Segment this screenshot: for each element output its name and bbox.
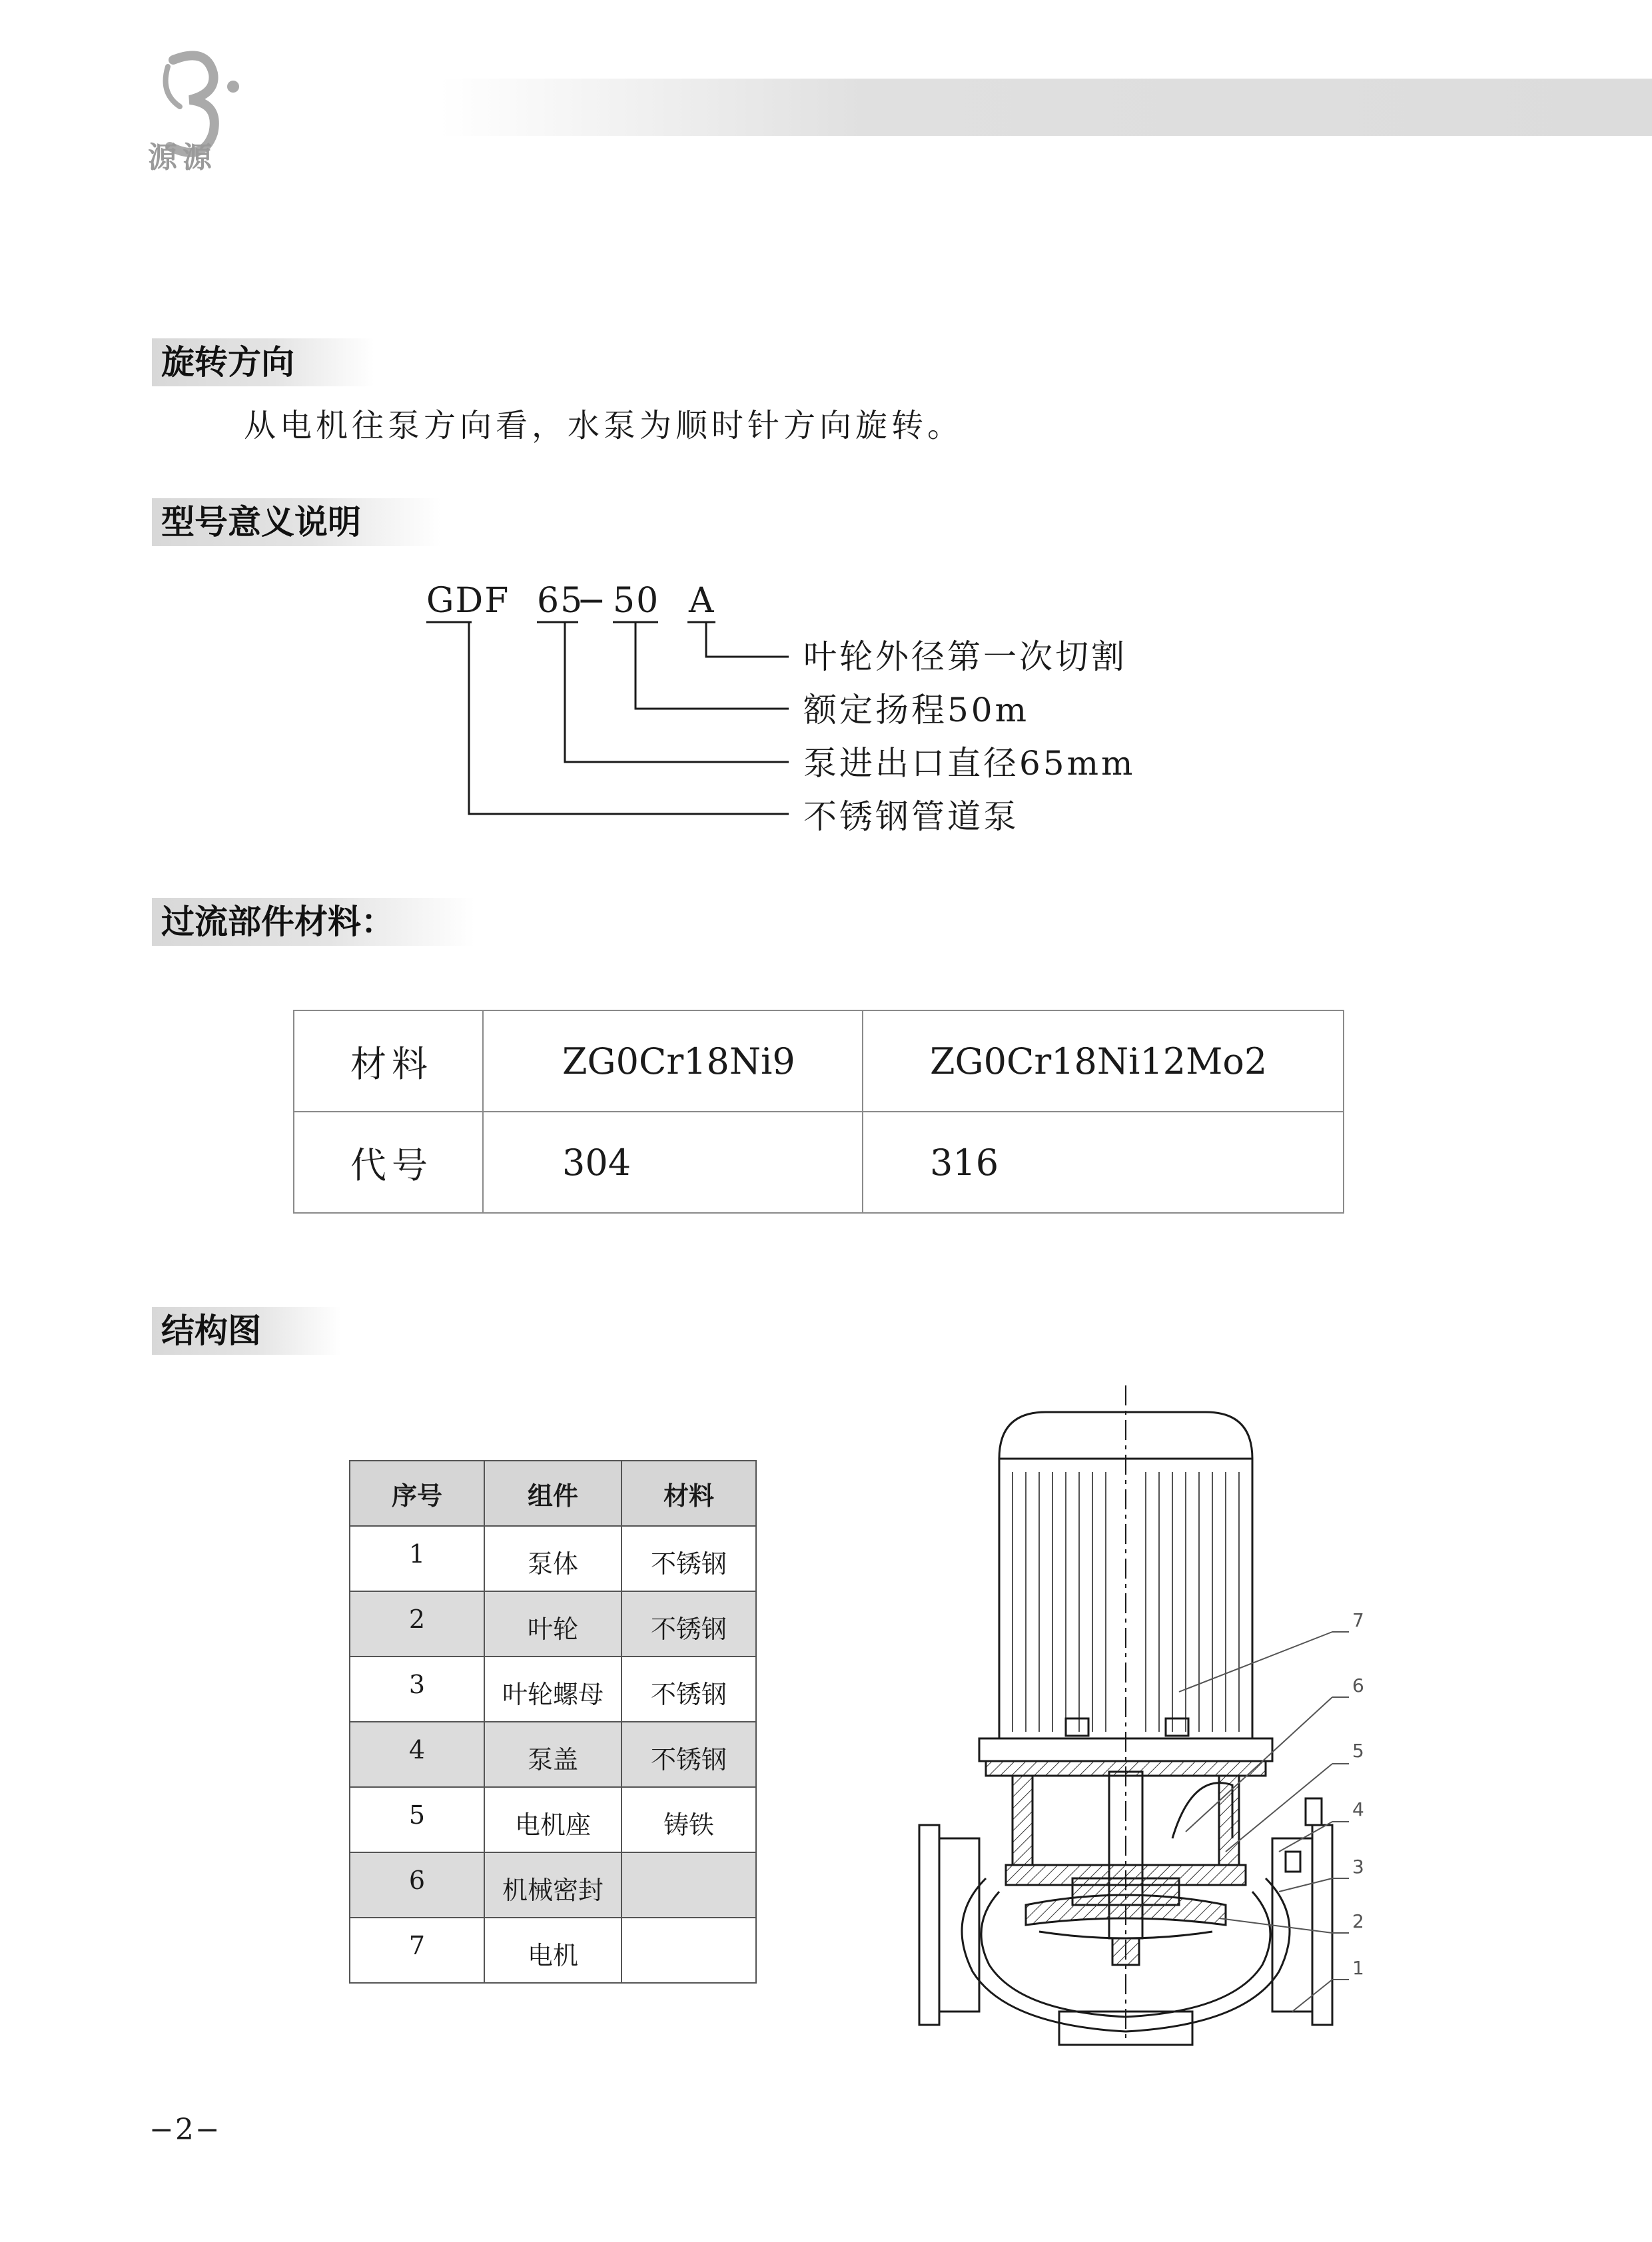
part-no: 2 — [350, 1591, 484, 1657]
structure-heading: 结构图 — [152, 1307, 341, 1355]
page-number: −2− — [149, 2113, 221, 2147]
parts-header-row — [350, 1461, 756, 1526]
materials-label: 材料 — [294, 1010, 483, 1112]
part-material: 不锈钢 — [621, 1722, 756, 1787]
pump-cross-section-diagram — [906, 1372, 1452, 2058]
part-material — [621, 1852, 756, 1918]
parts-header-material: 材料 — [621, 1461, 756, 1526]
materials-value-304: ZG0Cr18Ni9 — [483, 1010, 863, 1112]
callout-1: 1 — [1352, 1957, 1364, 1979]
part-material: 不锈钢 — [621, 1657, 756, 1722]
part-name: 叶轮 — [484, 1591, 621, 1657]
part-name: 泵盖 — [484, 1722, 621, 1787]
model-code-65: 65 — [537, 581, 584, 621]
materials-table — [293, 1010, 1344, 1214]
callout-3: 3 — [1352, 1856, 1364, 1878]
part-material: 不锈钢 — [621, 1526, 756, 1591]
callout-7: 7 — [1352, 1609, 1364, 1631]
model-code-leader-lines — [400, 619, 866, 833]
model-heading: 型号意义说明 — [152, 498, 441, 546]
callout-4: 4 — [1352, 1798, 1364, 1820]
part-no: 7 — [350, 1918, 484, 1983]
materials-row — [294, 1112, 1344, 1213]
model-code-50: 50 — [613, 581, 660, 621]
callout-2: 2 — [1352, 1910, 1364, 1932]
part-no: 5 — [350, 1787, 484, 1852]
part-material — [621, 1918, 756, 1983]
part-name: 机械密封 — [484, 1852, 621, 1918]
table-row — [350, 1591, 756, 1657]
model-desc-type: 不锈钢管道泵 — [803, 797, 1019, 836]
parts-header-part: 组件 — [484, 1461, 621, 1526]
table-row — [350, 1526, 756, 1591]
parts-header-no: 序号 — [350, 1461, 484, 1526]
model-desc-head: 额定扬程50m — [803, 691, 1030, 729]
part-no: 1 — [350, 1526, 484, 1591]
materials-code-304: 304 — [483, 1112, 863, 1213]
materials-code-316: 316 — [863, 1112, 1344, 1213]
model-desc-cut: 叶轮外径第一次切割 — [803, 637, 1127, 676]
header-band — [440, 79, 1652, 136]
logo-text: 源源 — [148, 141, 217, 175]
part-material: 不锈钢 — [621, 1591, 756, 1657]
table-row — [350, 1852, 756, 1918]
callout-5: 5 — [1352, 1740, 1364, 1762]
part-name: 电机座 — [484, 1787, 621, 1852]
materials-row — [294, 1010, 1344, 1112]
table-row — [350, 1722, 756, 1787]
model-code-gdf: GDF — [426, 581, 510, 621]
table-row — [350, 1918, 756, 1983]
materials-label: 代号 — [294, 1112, 483, 1213]
callout-6: 6 — [1352, 1675, 1364, 1696]
parts-table — [349, 1460, 757, 1984]
part-name: 泵体 — [484, 1526, 621, 1591]
part-no: 6 — [350, 1852, 484, 1918]
part-no: 4 — [350, 1722, 484, 1787]
model-code-dash: − — [577, 581, 608, 621]
part-material: 铸铁 — [621, 1787, 756, 1852]
part-name: 电机 — [484, 1918, 621, 1983]
rotation-heading: 旋转方向 — [152, 338, 374, 386]
materials-heading: 过流部件材料： — [152, 898, 474, 946]
table-row — [350, 1787, 756, 1852]
part-no: 3 — [350, 1657, 484, 1722]
model-desc-diameter: 泵进出口直径65mm — [803, 744, 1136, 783]
table-row — [350, 1657, 756, 1722]
materials-value-316: ZG0Cr18Ni12Mo2 — [863, 1010, 1344, 1112]
model-code-a: A — [689, 581, 715, 621]
rotation-text: 从电机往泵方向看，水泵为顺时针方向旋转。 — [244, 407, 964, 444]
part-name: 叶轮螺母 — [484, 1657, 621, 1722]
